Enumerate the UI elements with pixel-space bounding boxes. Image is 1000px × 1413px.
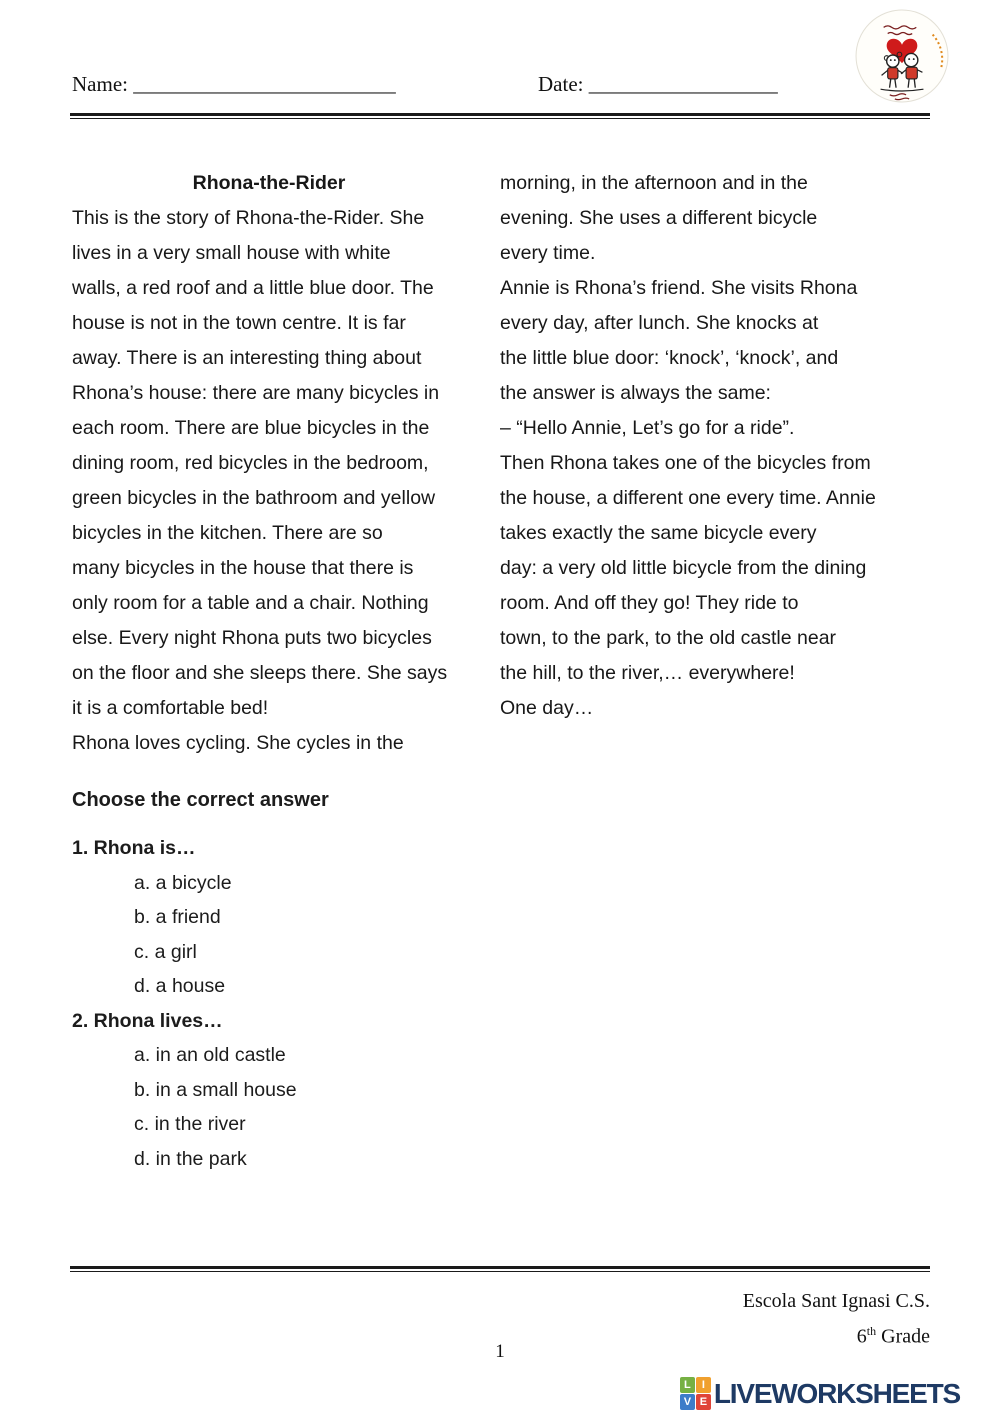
passage-line: green bicycles in the bathroom and yellow (72, 487, 436, 509)
passage-line: This is the story of Rhona-the-Rider. She (72, 207, 425, 229)
liveworksheets-tile: V (680, 1394, 695, 1410)
passage-line: it is a comfortable bed! (72, 697, 269, 719)
passage-line: every time. (500, 242, 596, 264)
question-2-prompt: 2. Rhona lives… (72, 1009, 223, 1032)
answer-option[interactable]: c. a girl (134, 940, 197, 963)
name-blank[interactable]: _________________________ (133, 72, 396, 96)
answer-option[interactable]: a. a bicycle (134, 871, 232, 894)
question-1-options (72, 866, 672, 1004)
liveworksheets-tile: L (680, 1377, 695, 1393)
passage-line: walls, a red roof and a little blue door. The (72, 277, 434, 299)
passage-line: evening. She uses a different bicycle (500, 207, 818, 229)
school-logo (854, 8, 950, 104)
passage-line: Rhona loves cycling. She cycles in the (72, 732, 404, 754)
liveworksheets-tiles-icon (680, 1377, 711, 1410)
answer-option[interactable]: c. in the river (134, 1113, 246, 1135)
passage-left-column (72, 166, 466, 761)
answer-option[interactable]: b. a friend (134, 906, 221, 928)
passage-line: on the floor and she sleeps there. She says (72, 662, 448, 684)
passage-line: only room for a table and a chair. Nothing (72, 592, 429, 614)
passage-line: every day, after lunch. She knocks at (500, 312, 819, 334)
passage-line: the hill, to the river,… everywhere! (500, 662, 795, 684)
passage-line: the house, a different one every time. Annie (500, 487, 876, 509)
liveworksheets-tile: E (696, 1394, 711, 1410)
passage-line: takes exactly the same bicycle every (500, 522, 817, 544)
questions-heading: Choose the correct answer (72, 789, 329, 811)
grade-line: 6th Grade (856, 1324, 930, 1348)
reading-passage (72, 166, 940, 761)
passage-line: lives in a very small house with white (72, 242, 391, 264)
school-name: Escola Sant Ignasi C.S. (742, 1290, 930, 1312)
passage-line: day: a very old little bicycle from the dining (500, 557, 867, 579)
passage-title: Rhona-the-Rider (192, 172, 346, 194)
passage-line: else. Every night Rhona puts two bicycles (72, 627, 432, 649)
passage-line: the little blue door: ‘knock’, ‘knock’, and (500, 347, 839, 369)
answer-option[interactable]: a. in an old castle (134, 1044, 286, 1066)
passage-line: Rhona’s house: there are many bicycles in (72, 382, 440, 404)
passage-line: town, to the park, to the old castle near (500, 627, 837, 649)
page-number: 1 (495, 1341, 505, 1362)
grade-ordinal-suffix: th (866, 1324, 877, 1338)
passage-line: house is not in the town centre. It is far (72, 312, 406, 334)
passage-line: One day… (500, 697, 594, 719)
question-2-options (72, 1038, 672, 1176)
top-divider (70, 113, 930, 119)
school-logo-icon (854, 8, 950, 104)
passage-line: bicycles in the kitchen. There are so (72, 522, 383, 544)
passage-line: many bicycles in the house that there is (72, 557, 414, 579)
passage-line: dining room, red bicycles in the bedroom, (72, 452, 429, 474)
bottom-divider (70, 1266, 930, 1272)
answer-option[interactable]: b. in a small house (134, 1078, 297, 1101)
answer-option[interactable]: d. in the park (134, 1147, 247, 1170)
date-label: Date: (538, 72, 584, 96)
question-1-prompt: 1. Rhona is… (72, 837, 196, 859)
passage-line: room. And off they go! They ride to (500, 592, 799, 614)
passage-line: – “Hello Annie, Let’s go for a ride”. (500, 417, 795, 439)
header (72, 72, 930, 102)
questions-section (72, 783, 672, 1176)
date-field (538, 72, 778, 97)
passage-line: away. There is an interesting thing about (72, 347, 422, 369)
passage-line: morning, in the afternoon and in the (500, 172, 808, 194)
passage-line: Then Rhona takes one of the bicycles from (500, 452, 871, 474)
liveworksheets-logo[interactable] (680, 1377, 960, 1410)
answer-option[interactable]: d. a house (134, 975, 226, 997)
passage-line: each room. There are blue bicycles in the (72, 417, 430, 439)
liveworksheets-tile: I (696, 1377, 711, 1393)
passage-line: Annie is Rhona’s friend. She visits Rhona (500, 277, 858, 299)
passage-line: the answer is always the same: (500, 382, 771, 404)
passage-right-column (500, 166, 940, 761)
name-field (72, 72, 396, 97)
liveworksheets-wordmark: LIVEWORKSHEETS (713, 1377, 960, 1409)
name-label: Name: (72, 72, 128, 96)
date-blank[interactable]: __________________ (588, 72, 778, 96)
